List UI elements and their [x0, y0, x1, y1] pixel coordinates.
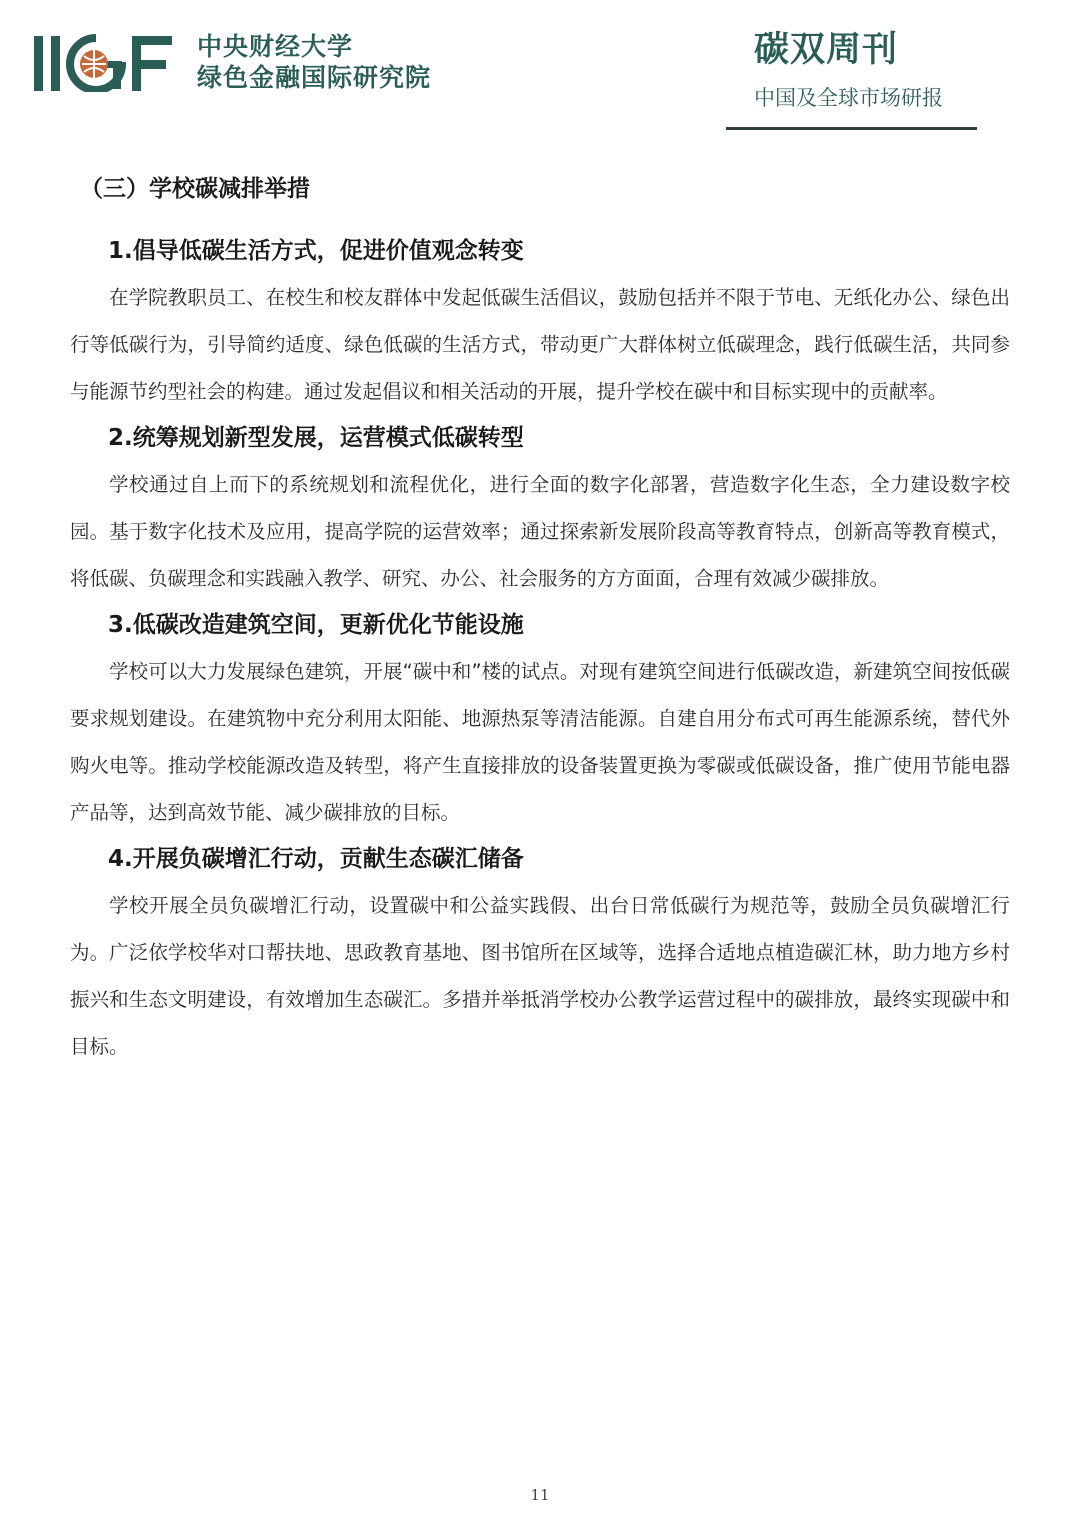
publication-subtitle: 中国及全球市场研报 — [754, 86, 943, 110]
institute-name-line2: 绿色金融国际研究院 — [197, 63, 432, 92]
iigf-logo — [34, 34, 174, 92]
publication-title: 碳双周刊 — [754, 30, 899, 70]
institute-name-line1: 中央财经大学 — [197, 32, 354, 61]
paragraph-4: 学校开展全员负碳增汇行动，设置碳中和公益实践假、出台日常低碳行为规范等，鼓励全员负碳增汇行为。广泛依学校华对口帮扶地、思政教育基地、图书馆所在区域等，选择合适地点植造碳汇林，助力地方乡村振兴和生态文明建设，有效增加生态碳汇。多措并举抵消学校办公教学运营过程中的碳排放，最终实现碳中和目标。 — [70, 894, 1010, 1058]
page-header — [0, 0, 1080, 140]
paragraph-3: 学校可以大力发展绿色建筑，开展“碳中和”楼的试点。对现有建筑空间进行低碳改造，新建筑空间按低碳要求规划建设。在建筑物中充分利用太阳能、地源热泵等清洁能源。自建自用分布式可再生能源系统，替代外购火电等。推动学校能源改造及转型，将产生直接排放的设备装置更换为零碳或低碳设备，推广使用节能电器产品等，达到高效节能、减少碳排放的目标。 — [70, 660, 1010, 824]
institute-name — [197, 31, 431, 93]
paragraph-2: 学校通过自上而下的系统规划和流程优化，进行全面的数字化部署，营造数字化生态，全力建设数字校园。基于数字化技术及应用，提高学院的运营效率；通过探索新发展阶段高等教育特点，创新高等教育模式，将低碳、负碳理念和实践融入教学、研究、办公、社会服务的方方面面，合理有效减少碳排放。 — [70, 473, 1010, 590]
section-title: （三）学校碳减排举措 — [80, 176, 310, 202]
header-rule — [726, 127, 977, 130]
sub-heading-2: 2.统筹规划新型发展，运营模式低碳转型 — [108, 425, 524, 451]
sub-heading-1: 1.倡导低碳生活方式，促进价值观念转变 — [108, 238, 524, 264]
paragraph-1: 在学院教职员工、在校生和校友群体中发起低碳生活倡议，鼓励包括并不限于节电、无纸化办公、绿色出行等低碳行为，引导简约适度、绿色低碳的生活方式，带动更广大群体树立低碳理念，践行低碳生活，共同参与能源节约型社会的构建。通过发起倡议和相关活动的开展，提升学校在碳中和目标实现中的贡献率。 — [70, 286, 1010, 403]
publication-block — [754, 28, 943, 112]
sub-heading-4: 4.开展负碳增汇行动，贡献生态碳汇储备 — [108, 846, 524, 872]
page-number: 11 — [530, 1486, 550, 1504]
sub-heading-3: 3.低碳改造建筑空间，更新优化节能设施 — [108, 612, 524, 638]
main-content — [70, 166, 1010, 1070]
